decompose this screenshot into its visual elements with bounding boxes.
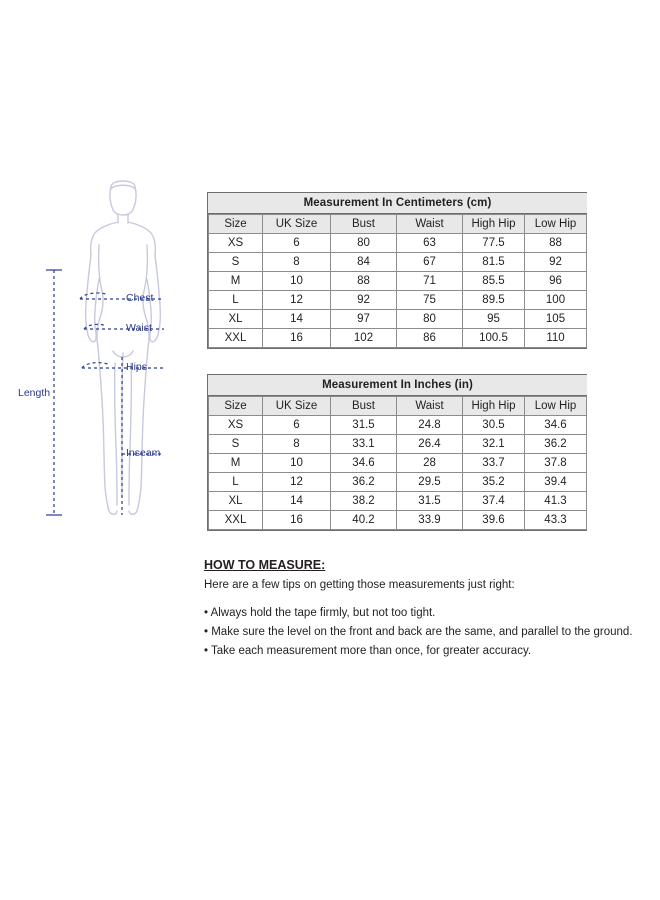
- label-chest: Chest: [126, 292, 154, 304]
- cell-waist: 24.8: [397, 416, 463, 435]
- table-row: [209, 329, 587, 348]
- cell-low-hip: 105: [525, 310, 587, 329]
- cell-size: XS: [209, 416, 263, 435]
- cell-bust: 36.2: [331, 473, 397, 492]
- table-row: [209, 253, 587, 272]
- cell-waist: 67: [397, 253, 463, 272]
- cell-waist: 29.5: [397, 473, 463, 492]
- table-row: [209, 492, 587, 511]
- cell-uk-size: 10: [263, 272, 331, 291]
- table-in-caption: Measurement In Inches (in): [208, 375, 587, 396]
- cell-uk-size: 6: [263, 416, 331, 435]
- cell-low-hip: 92: [525, 253, 587, 272]
- cell-bust: 88: [331, 272, 397, 291]
- cell-high-hip: 32.1: [463, 435, 525, 454]
- col-header-low-hip: Low Hip: [525, 397, 587, 416]
- cell-waist: 33.9: [397, 511, 463, 530]
- cell-bust: 38.2: [331, 492, 397, 511]
- cell-high-hip: 81.5: [463, 253, 525, 272]
- cell-high-hip: 77.5: [463, 234, 525, 253]
- cell-bust: 97: [331, 310, 397, 329]
- cell-waist: 75: [397, 291, 463, 310]
- cell-low-hip: 88: [525, 234, 587, 253]
- cell-bust: 33.1: [331, 435, 397, 454]
- col-header-waist: Waist: [397, 397, 463, 416]
- measurement-guides: [18, 175, 208, 520]
- how-to-measure-tips: [204, 607, 634, 657]
- col-header-size: Size: [209, 215, 263, 234]
- cell-low-hip: 100: [525, 291, 587, 310]
- cell-uk-size: 16: [263, 511, 331, 530]
- col-header-bust: Bust: [331, 397, 397, 416]
- cell-low-hip: 37.8: [525, 454, 587, 473]
- table-header-row: [209, 397, 587, 416]
- cell-uk-size: 16: [263, 329, 331, 348]
- table-row: [209, 234, 587, 253]
- cell-low-hip: 39.4: [525, 473, 587, 492]
- cell-bust: 84: [331, 253, 397, 272]
- cell-uk-size: 12: [263, 291, 331, 310]
- table-row: [209, 272, 587, 291]
- cell-low-hip: 34.6: [525, 416, 587, 435]
- cell-waist: 26.4: [397, 435, 463, 454]
- cell-size: XL: [209, 310, 263, 329]
- table-cm-caption: Measurement In Centimeters (cm): [208, 193, 587, 214]
- cell-bust: 31.5: [331, 416, 397, 435]
- table-row: [209, 435, 587, 454]
- list-item: • Take each measurement more than once, for greater accuracy.: [204, 645, 532, 657]
- cell-waist: 86: [397, 329, 463, 348]
- cell-size: XXL: [209, 329, 263, 348]
- cell-size: XL: [209, 492, 263, 511]
- col-header-uk-size: UK Size: [263, 215, 331, 234]
- cell-low-hip: 36.2: [525, 435, 587, 454]
- list-item: • Make sure the level on the front and back are the same, and parallel to the ground.: [204, 626, 633, 638]
- cell-low-hip: 43.3: [525, 511, 587, 530]
- col-header-high-hip: High Hip: [463, 215, 525, 234]
- how-to-measure-title: HOW TO MEASURE:: [204, 558, 326, 572]
- cell-uk-size: 14: [263, 492, 331, 511]
- cell-high-hip: 30.5: [463, 416, 525, 435]
- col-header-size: Size: [209, 397, 263, 416]
- table-row: [209, 310, 587, 329]
- label-inseam: Inseam: [126, 447, 161, 459]
- cell-size: S: [209, 435, 263, 454]
- cell-bust: 34.6: [331, 454, 397, 473]
- cell-size: S: [209, 253, 263, 272]
- cell-size: L: [209, 291, 263, 310]
- cell-bust: 102: [331, 329, 397, 348]
- table-row: [209, 291, 587, 310]
- col-header-bust: Bust: [331, 215, 397, 234]
- cell-size: M: [209, 454, 263, 473]
- cell-waist: 63: [397, 234, 463, 253]
- cell-uk-size: 14: [263, 310, 331, 329]
- cell-waist: 28: [397, 454, 463, 473]
- cell-high-hip: 95: [463, 310, 525, 329]
- col-header-waist: Waist: [397, 215, 463, 234]
- cell-uk-size: 12: [263, 473, 331, 492]
- cell-high-hip: 39.6: [463, 511, 525, 530]
- cell-size: XS: [209, 234, 263, 253]
- cell-uk-size: 6: [263, 234, 331, 253]
- list-item: • Always hold the tape firmly, but not too tight.: [204, 607, 436, 619]
- cell-waist: 80: [397, 310, 463, 329]
- cell-size: M: [209, 272, 263, 291]
- col-header-low-hip: Low Hip: [525, 215, 587, 234]
- cell-high-hip: 89.5: [463, 291, 525, 310]
- label-hips: Hips: [126, 361, 148, 373]
- cell-low-hip: 110: [525, 329, 587, 348]
- cell-low-hip: 41.3: [525, 492, 587, 511]
- how-to-measure-subtitle: Here are a few tips on getting those measurements just right:: [204, 579, 515, 591]
- cell-waist: 71: [397, 272, 463, 291]
- body-figure-diagram: [18, 175, 208, 540]
- cell-high-hip: 37.4: [463, 492, 525, 511]
- cell-uk-size: 8: [263, 435, 331, 454]
- measurement-table-in: [207, 374, 587, 531]
- cell-bust: 92: [331, 291, 397, 310]
- col-header-uk-size: UK Size: [263, 397, 331, 416]
- table-row: [209, 454, 587, 473]
- cell-low-hip: 96: [525, 272, 587, 291]
- cell-size: L: [209, 473, 263, 492]
- cell-waist: 31.5: [397, 492, 463, 511]
- cell-high-hip: 33.7: [463, 454, 525, 473]
- label-waist: Waist: [126, 322, 152, 334]
- table-row: [209, 511, 587, 530]
- cell-uk-size: 10: [263, 454, 331, 473]
- table-row: [209, 416, 587, 435]
- cell-bust: 40.2: [331, 511, 397, 530]
- cell-high-hip: 85.5: [463, 272, 525, 291]
- measurement-table-cm: [207, 192, 587, 349]
- col-header-high-hip: High Hip: [463, 397, 525, 416]
- how-to-measure-section: [204, 558, 634, 664]
- cell-uk-size: 8: [263, 253, 331, 272]
- cell-high-hip: 100.5: [463, 329, 525, 348]
- cell-size: XXL: [209, 511, 263, 530]
- table-header-row: [209, 215, 587, 234]
- cell-high-hip: 35.2: [463, 473, 525, 492]
- label-length: Length: [18, 387, 51, 399]
- cell-bust: 80: [331, 234, 397, 253]
- table-row: [209, 473, 587, 492]
